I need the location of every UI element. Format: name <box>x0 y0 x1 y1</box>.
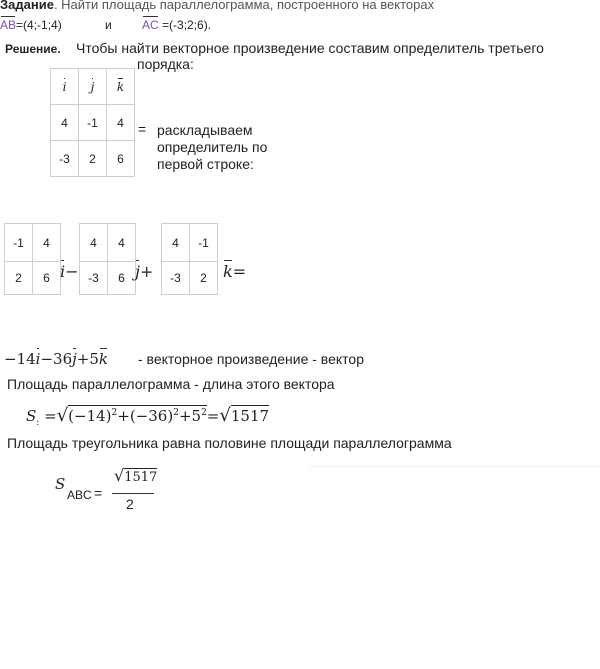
vector-ab-line <box>0 18 62 32</box>
determinant-table <box>50 68 135 177</box>
minor-cell: 6 <box>108 262 136 295</box>
task-label: Задание <box>0 0 54 12</box>
minor-cell: 4 <box>80 224 108 262</box>
area-tri-s: S <box>55 475 66 493</box>
det-cell: 6 <box>107 141 135 177</box>
expand-eq: = <box>138 121 147 137</box>
task-line <box>0 0 434 12</box>
minor-cell: 4 <box>108 224 136 262</box>
minor-cell: -3 <box>162 262 190 295</box>
minor-table-k <box>161 223 218 295</box>
minor-op-k: k= <box>223 262 247 281</box>
expand-line3: первой строке: <box>157 156 254 172</box>
area-par-title: Площадь параллелограмма - длина этого вектора <box>7 376 335 392</box>
solution-label: Решение. <box>5 42 61 56</box>
minor-cell: -1 <box>5 224 33 262</box>
minor-cell: -1 <box>190 224 218 262</box>
area-par-formula: $S_: =√(-14)^2+(-36)^2+5^2=√1517$ <box>26 405 270 428</box>
area-tri-eq: = <box>94 485 103 501</box>
vector-ac-name: AC <box>142 18 159 32</box>
result-note: - векторное произведение - вектор <box>138 351 364 367</box>
task-text: . Найти площадь параллелограмма, построенного на векторах <box>53 0 435 12</box>
det-header-i: i <box>51 69 79 105</box>
vector-ac-value: =(-3;2;6). <box>162 18 212 32</box>
area-tri-title: Площадь треугольника равна половине площади параллелограмма <box>7 435 452 451</box>
vector-ac-line <box>142 18 211 32</box>
det-header-j: j <box>79 69 107 105</box>
expand-line1: раскладываем <box>157 122 253 138</box>
area-tri-denominator: 2 <box>126 496 134 512</box>
minor-cell: 2 <box>190 262 218 295</box>
expand-line2: определитель по <box>157 139 268 155</box>
minor-cell: 2 <box>5 262 33 295</box>
minor-op-j: j+ <box>135 262 154 281</box>
det-cell: 2 <box>79 141 107 177</box>
divider <box>310 466 600 467</box>
minor-cell: 4 <box>162 224 190 262</box>
solution-line2: порядка: <box>137 56 194 72</box>
minor-table-j <box>79 223 136 295</box>
area-tri-sub: ABC <box>67 488 92 502</box>
minor-cell: 4 <box>33 224 61 262</box>
fraction-line <box>112 493 154 494</box>
minor-cell: -3 <box>80 262 108 295</box>
det-cell: 4 <box>51 105 79 141</box>
vector-ab-name: AB <box>0 18 17 32</box>
task-conj: и <box>105 18 112 32</box>
solution-line1: Чтобы найти векторное произведение составим определитель третьего <box>76 40 544 56</box>
minor-table-i <box>4 223 61 295</box>
area-tri-numerator: √1517 <box>114 466 158 485</box>
minor-cell: 6 <box>33 262 61 295</box>
result-vector: −14i−36j+5k <box>4 350 108 368</box>
det-header-k: k <box>107 69 135 105</box>
det-cell: -3 <box>51 141 79 177</box>
det-cell: -1 <box>79 105 107 141</box>
minor-op-i: i− <box>60 262 79 281</box>
det-cell: 4 <box>107 105 135 141</box>
vector-ab-value: =(4;-1;4) <box>16 18 62 32</box>
